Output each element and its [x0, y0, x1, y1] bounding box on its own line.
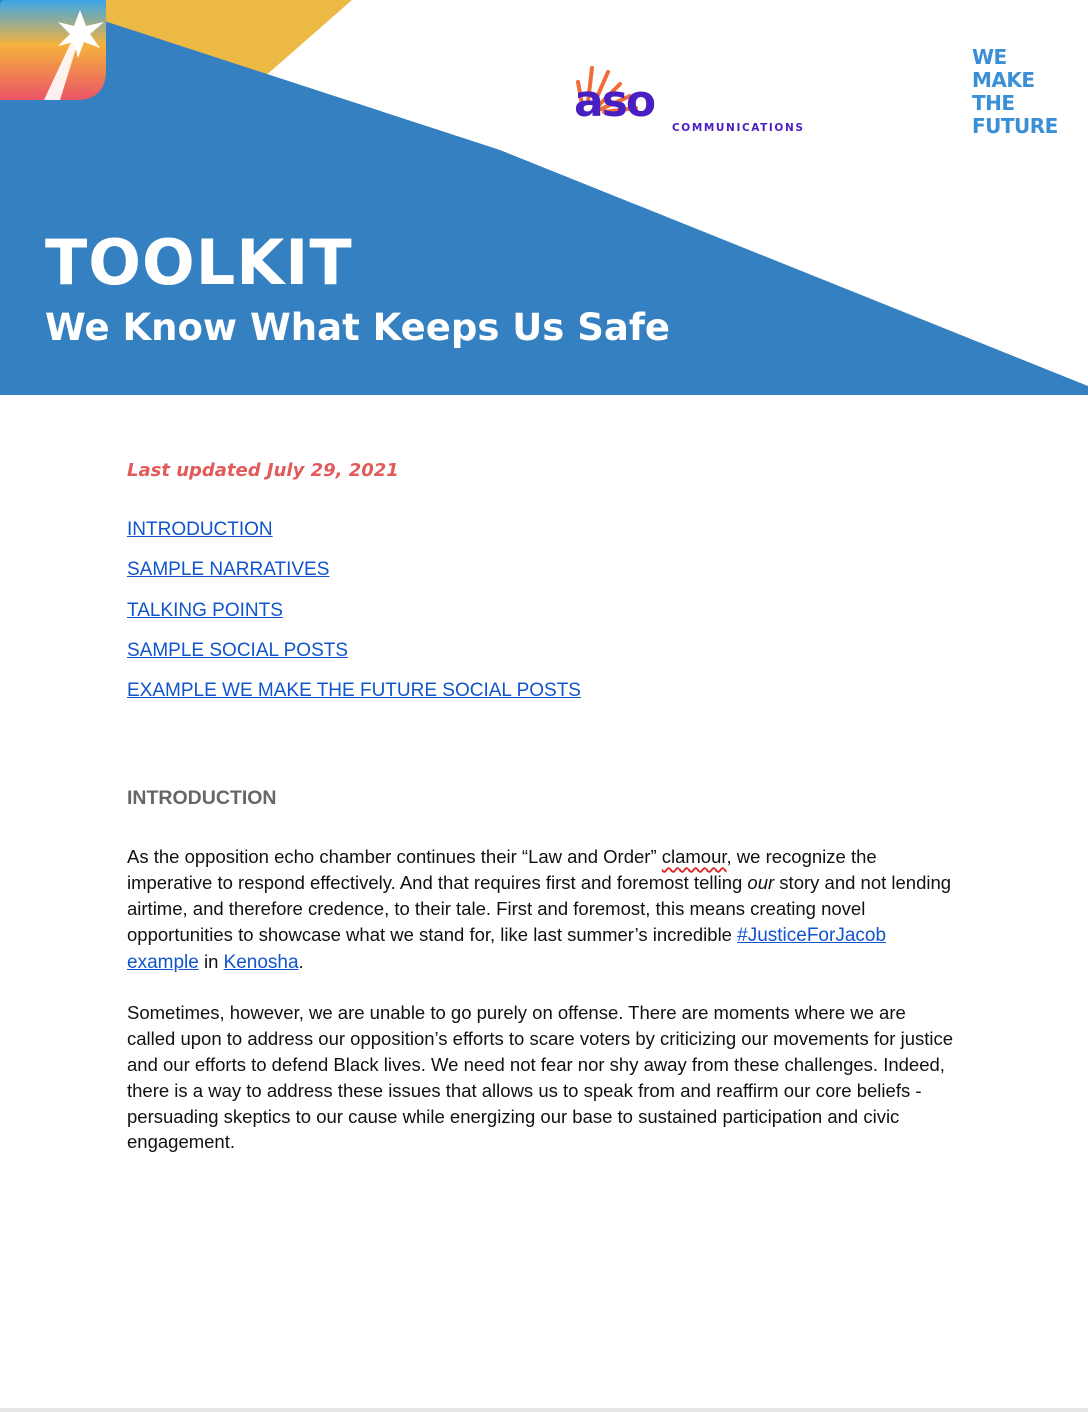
- aso-tagline: COMMUNICATIONS: [672, 122, 805, 134]
- sunburst-road-icon: [0, 0, 108, 100]
- misspelled-word[interactable]: clamour: [661, 846, 727, 868]
- header-banner: [0, 0, 1088, 395]
- toc-link-sample-narratives[interactable]: SAMPLE NARRATIVES: [127, 559, 330, 581]
- toc-link-sample-social-posts[interactable]: SAMPLE SOCIAL POSTS: [127, 639, 349, 661]
- page-bottom-edge: [0, 1408, 1088, 1412]
- text-run: story and not lending airtime, and therefore credence, to their tale. First and foremost, this means creating novel opportunities to showcase what we stand for, like last summer’s incredible: [127, 872, 952, 945]
- toc-item: [127, 518, 957, 558]
- intro-paragraph-2: Sometimes, however, we are unable to go purely on offense. There are moments where we are called upon to address our opposition’s efforts to scare voters by criticizing our movements for justice and our efforts to defend Black lives. We need not fear nor shy away from these challenges. Indeed, there is a way to address these issues that allows us to speak from and reaffirm our core beliefs - persuading skeptics to our cause while energizing our base to sustained participation and civic engagement.: [127, 1002, 954, 1153]
- toc-link-wmf-social-posts[interactable]: EXAMPLE WE MAKE THE FUTURE SOCIAL POSTS: [127, 680, 581, 702]
- page-subtitle: We Know What Keeps Us Safe: [45, 306, 671, 349]
- toc-link-talking-points[interactable]: TALKING POINTS: [127, 599, 283, 621]
- toc-item: [127, 639, 957, 679]
- page-title: TOOLKIT: [45, 226, 353, 299]
- text-run: in: [198, 950, 224, 972]
- wmf-line-4: FUTURE: [972, 114, 1058, 138]
- table-of-contents: [127, 518, 957, 719]
- toc-item: [127, 599, 957, 639]
- toc-item: [127, 679, 957, 719]
- kenosha-link[interactable]: Kenosha: [223, 951, 299, 973]
- text-run: As the opposition echo chamber continues their “Law and Order”: [127, 846, 662, 868]
- text-run: , we recognize the imperative to respond effectively. And that requires first and foremost telling: [127, 846, 877, 894]
- introduction-heading: INTRODUCTION: [127, 787, 277, 810]
- document-body: [127, 458, 957, 1155]
- we-make-the-future-wordmark: [972, 46, 1058, 138]
- aso-wordmark: aso: [574, 76, 655, 127]
- emphasized-word: our: [747, 872, 775, 894]
- wmf-line-2: MAKE: [972, 68, 1035, 92]
- example-link[interactable]: example: [127, 951, 199, 973]
- wmf-line-3: THE: [972, 91, 1015, 115]
- intro-paragraph-1: [127, 844, 957, 975]
- justice-for-jacob-link[interactable]: #JusticeForJacob: [737, 924, 887, 946]
- last-updated-note: Last updated July 29, 2021: [127, 460, 399, 481]
- toc-link-introduction[interactable]: INTRODUCTION: [127, 519, 273, 540]
- aso-communications-logo: [574, 64, 814, 138]
- toc-item: [127, 558, 957, 598]
- wmf-line-1: WE: [972, 45, 1007, 69]
- text-run: .: [298, 950, 304, 972]
